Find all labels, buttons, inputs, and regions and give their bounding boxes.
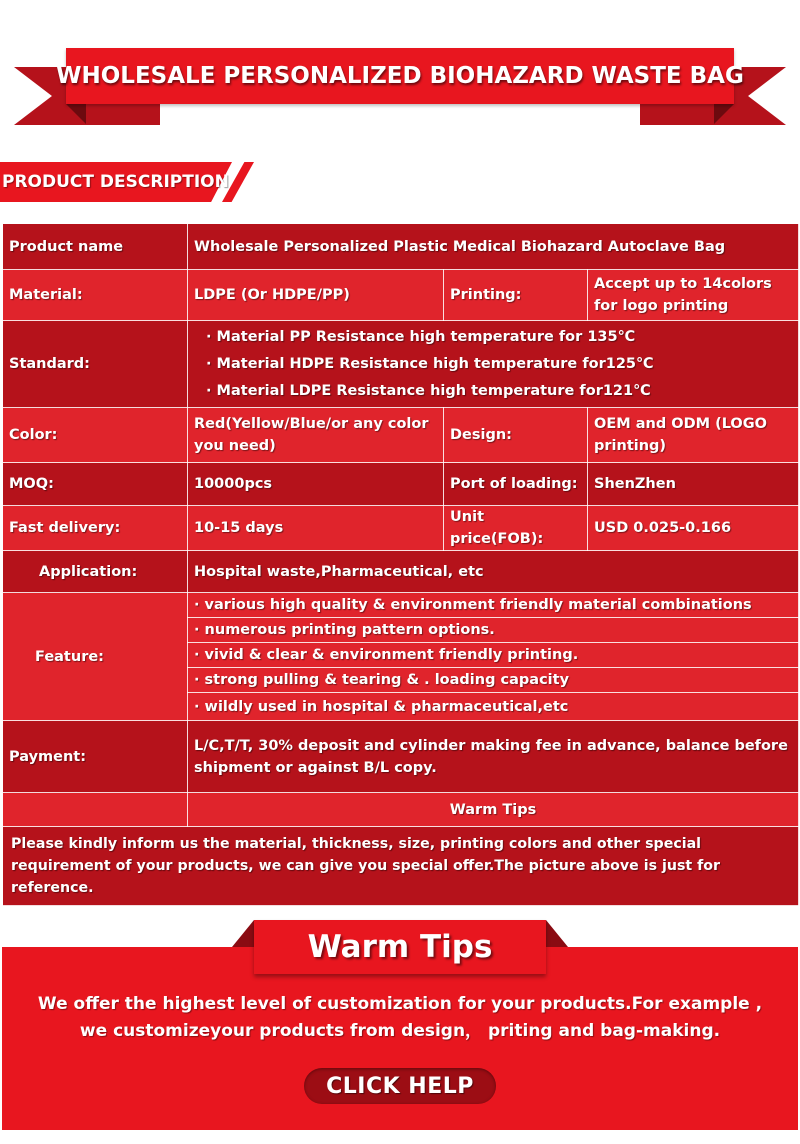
spec-table bbox=[2, 223, 799, 906]
table-row bbox=[3, 408, 799, 463]
payment-value: L/C,T/T, 30% deposit and cylinder making fee in advance, balance before shipment or against B/L copy. bbox=[188, 721, 799, 793]
title-banner bbox=[56, 48, 744, 104]
warm-tips-line: we customizeyour products from design， priting and bag-making. bbox=[79, 1021, 721, 1041]
standard-list bbox=[188, 321, 799, 408]
list-item: · Material PP Resistance high temperature for 135℃ bbox=[206, 328, 636, 345]
color-label: Color: bbox=[3, 408, 188, 463]
price-label: Unit price(FOB): bbox=[444, 506, 588, 551]
click-help-button[interactable] bbox=[304, 1068, 496, 1104]
list-item: · numerous printing pattern options. bbox=[188, 618, 799, 643]
design-label: Design: bbox=[444, 408, 588, 463]
table-row bbox=[3, 827, 799, 906]
product-name-label: Product name bbox=[3, 224, 188, 270]
warm-tips-tab bbox=[254, 920, 546, 974]
ribbon-fold-right bbox=[714, 104, 734, 124]
product-name-value: Wholesale Personalized Plastic Medical Biohazard Autoclave Bag bbox=[188, 224, 799, 270]
table-row bbox=[3, 463, 799, 506]
moq-value: 10000pcs bbox=[188, 463, 444, 506]
note-text: Please kindly inform us the material, thickness, size, printing colors and other special requirement of your products, we can give you special offer.The picture above is just for reference. bbox=[3, 827, 799, 906]
port-label: Port of loading: bbox=[444, 463, 588, 506]
delivery-value: 10-15 days bbox=[188, 506, 444, 551]
material-label: Material: bbox=[3, 270, 188, 321]
port-value: ShenZhen bbox=[588, 463, 799, 506]
warm-tips-line: We offer the highest level of customization for your products.For example , bbox=[37, 994, 763, 1014]
table-row bbox=[3, 793, 799, 827]
list-item: · various high quality & environment friendly material combinations bbox=[188, 593, 799, 618]
standard-label: Standard: bbox=[3, 321, 188, 408]
moq-label: MOQ: bbox=[3, 463, 188, 506]
table-row bbox=[3, 321, 799, 408]
printing-value: Accept up to 14colors for logo printing bbox=[588, 270, 799, 321]
feature-label: Feature: bbox=[3, 593, 188, 721]
warm-tips-title: Warm Tips bbox=[307, 929, 493, 965]
payment-label: Payment: bbox=[3, 721, 188, 793]
table-row bbox=[3, 224, 799, 270]
page-title: WHOLESALE PERSONALIZED BIOHAZARD WASTE BAG bbox=[56, 63, 744, 89]
section-title: PRODUCT DESCRIPTION bbox=[2, 172, 229, 192]
list-item: · Material LDPE Resistance high temperature for121℃ bbox=[206, 382, 651, 399]
price-value: USD 0.025-0.166 bbox=[588, 506, 799, 551]
warm-tips-row-label: Warm Tips bbox=[188, 793, 799, 827]
printing-label: Printing: bbox=[444, 270, 588, 321]
table-row bbox=[3, 270, 799, 321]
color-value: Red(Yellow/Blue/or any color you need) bbox=[188, 408, 444, 463]
application-value: Hospital waste,Pharmaceutical, etc bbox=[188, 551, 799, 593]
list-item: · strong pulling & tearing & . loading capacity bbox=[188, 668, 799, 693]
design-value: OEM and ODM (LOGO printing) bbox=[588, 408, 799, 463]
material-value: LDPE (Or HDPE/PP) bbox=[188, 270, 444, 321]
delivery-label: Fast delivery: bbox=[3, 506, 188, 551]
table-row bbox=[3, 551, 799, 593]
table-row bbox=[3, 506, 799, 551]
warm-tips-fold-left bbox=[232, 920, 254, 947]
warm-tips-fold-right bbox=[546, 920, 568, 947]
ribbon-fold-left bbox=[66, 104, 86, 124]
list-item: · Material HDPE Resistance high temperature for125℃ bbox=[206, 355, 654, 372]
warm-tips-text bbox=[20, 991, 780, 1045]
empty-cell bbox=[3, 793, 188, 827]
click-help-label: CLICK HELP bbox=[326, 1073, 474, 1099]
list-item: · wildly used in hospital & pharmaceutical,etc bbox=[188, 693, 799, 721]
table-row bbox=[3, 593, 799, 618]
list-item: · vivid & clear & environment friendly printing. bbox=[188, 643, 799, 668]
application-label: Application: bbox=[3, 551, 188, 593]
table-row bbox=[3, 721, 799, 793]
